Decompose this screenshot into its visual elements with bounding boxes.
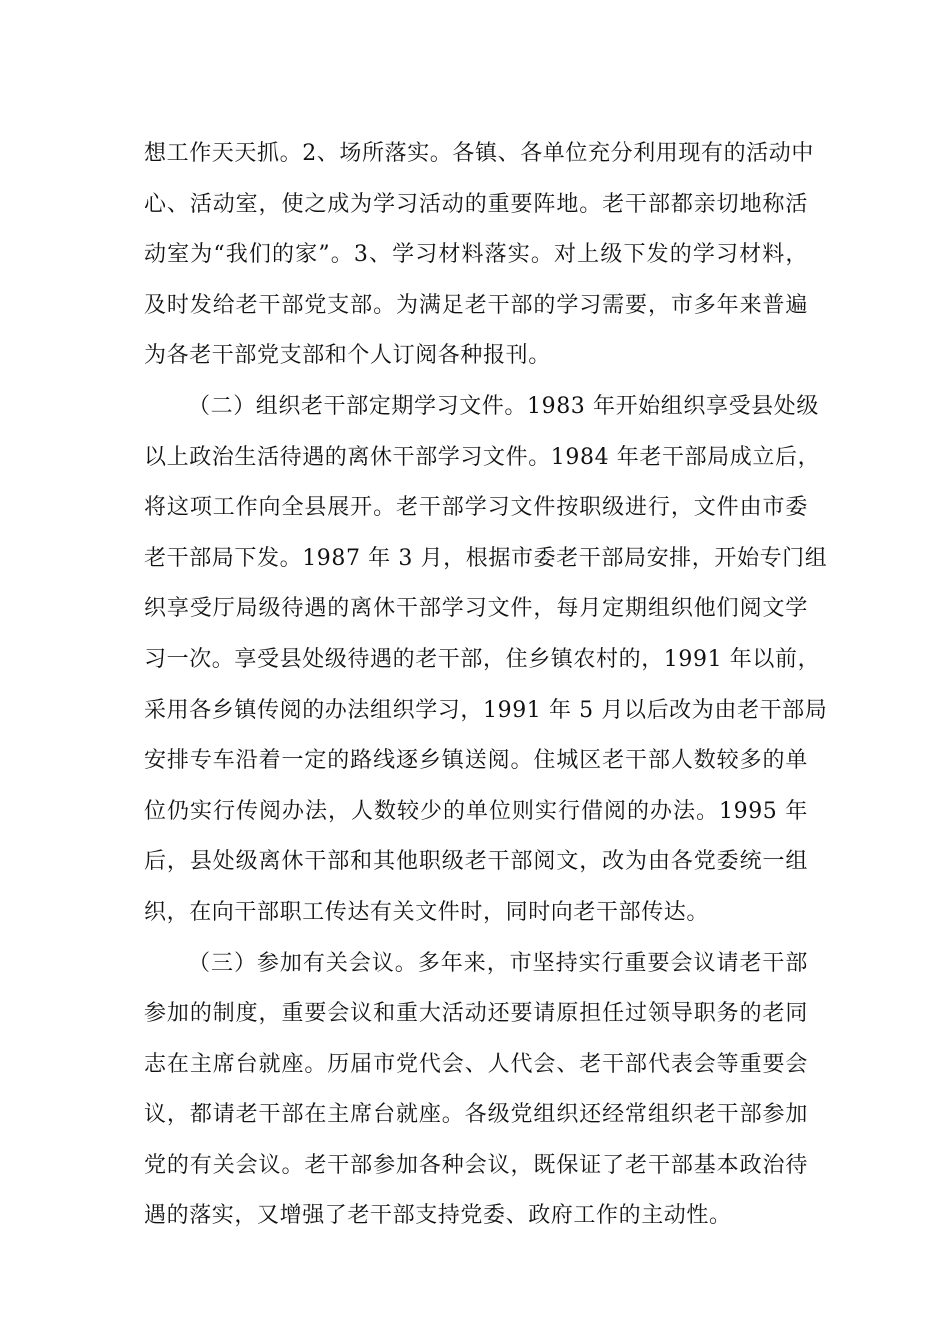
text-line: 位仍实行传阅办法，人数较少的单位则实行借阅的办法。1995 年 [144, 798, 808, 824]
text-line: 遇的落实，又增强了老干部支持党委、政府工作的主动性。 [144, 1203, 732, 1229]
text-line: 心、活动室，使之成为学习活动的重要阵地。老干部都亲切地称活 [144, 191, 808, 217]
text-line: 志在主席台就座。历届市党代会、人代会、老干部代表会等重要会 [144, 1051, 808, 1077]
text-line: 为各老干部党支部和个人订阅各种报刊。 [144, 343, 551, 369]
document-body [144, 129, 828, 1242]
text-line: 参加的制度，重要会议和重大活动还要请原担任过领导职务的老同 [144, 1001, 808, 1027]
text-line: 安排专车沿着一定的路线逐乡镇送阅。住城区老干部人数较多的单 [144, 748, 808, 774]
text-line: 老干部局下发。1987 年 3 月，根据市委老干部局安排，开始专门组 [144, 545, 828, 571]
text-line: 议，都请老干部在主席台就座。各级党组织还经常组织老干部参加 [144, 1102, 808, 1128]
section-heading-line: （三）参加有关会议。多年来，市坚持实行重要会议请老干部 [188, 950, 808, 976]
text-line: 织享受厅局级待遇的离休干部学习文件，每月定期组织他们阅文学 [144, 596, 808, 622]
text-line: 后，县处级离休干部和其他职级老干部阅文，改为由各党委统一组 [144, 849, 808, 875]
text-line: 及时发给老干部党支部。为满足老干部的学习需要，市多年来普遍 [144, 292, 808, 318]
text-line: 动室为“我们的家”。3、学习材料落实。对上级下发的学习材料， [144, 242, 808, 268]
text-line: 以上政治生活待遇的离休干部学习文件。1984 年老干部局成立后， [144, 444, 821, 470]
section-heading-line: （二）组织老干部定期学习文件。1983 年开始组织享受县处级 [188, 393, 819, 419]
text-line: 想工作天天抓。2、场所落实。各镇、各单位充分利用现有的活动中 [144, 141, 814, 166]
text-line: 采用各乡镇传阅的办法组织学习，1991 年 5 月以后改为由老干部局 [144, 697, 828, 723]
text-line: 将这项工作向全县展开。老干部学习文件按职级进行，文件由市委 [144, 495, 808, 521]
text-line: 习一次。享受县处级待遇的老干部，住乡镇农村的，1991 年以前， [144, 646, 821, 672]
text-line: 党的有关会议。老干部参加各种会议，既保证了老干部基本政治待 [144, 1152, 808, 1178]
text-line: 织，在向干部职工传达有关文件时，同时向老干部传达。 [144, 899, 710, 925]
